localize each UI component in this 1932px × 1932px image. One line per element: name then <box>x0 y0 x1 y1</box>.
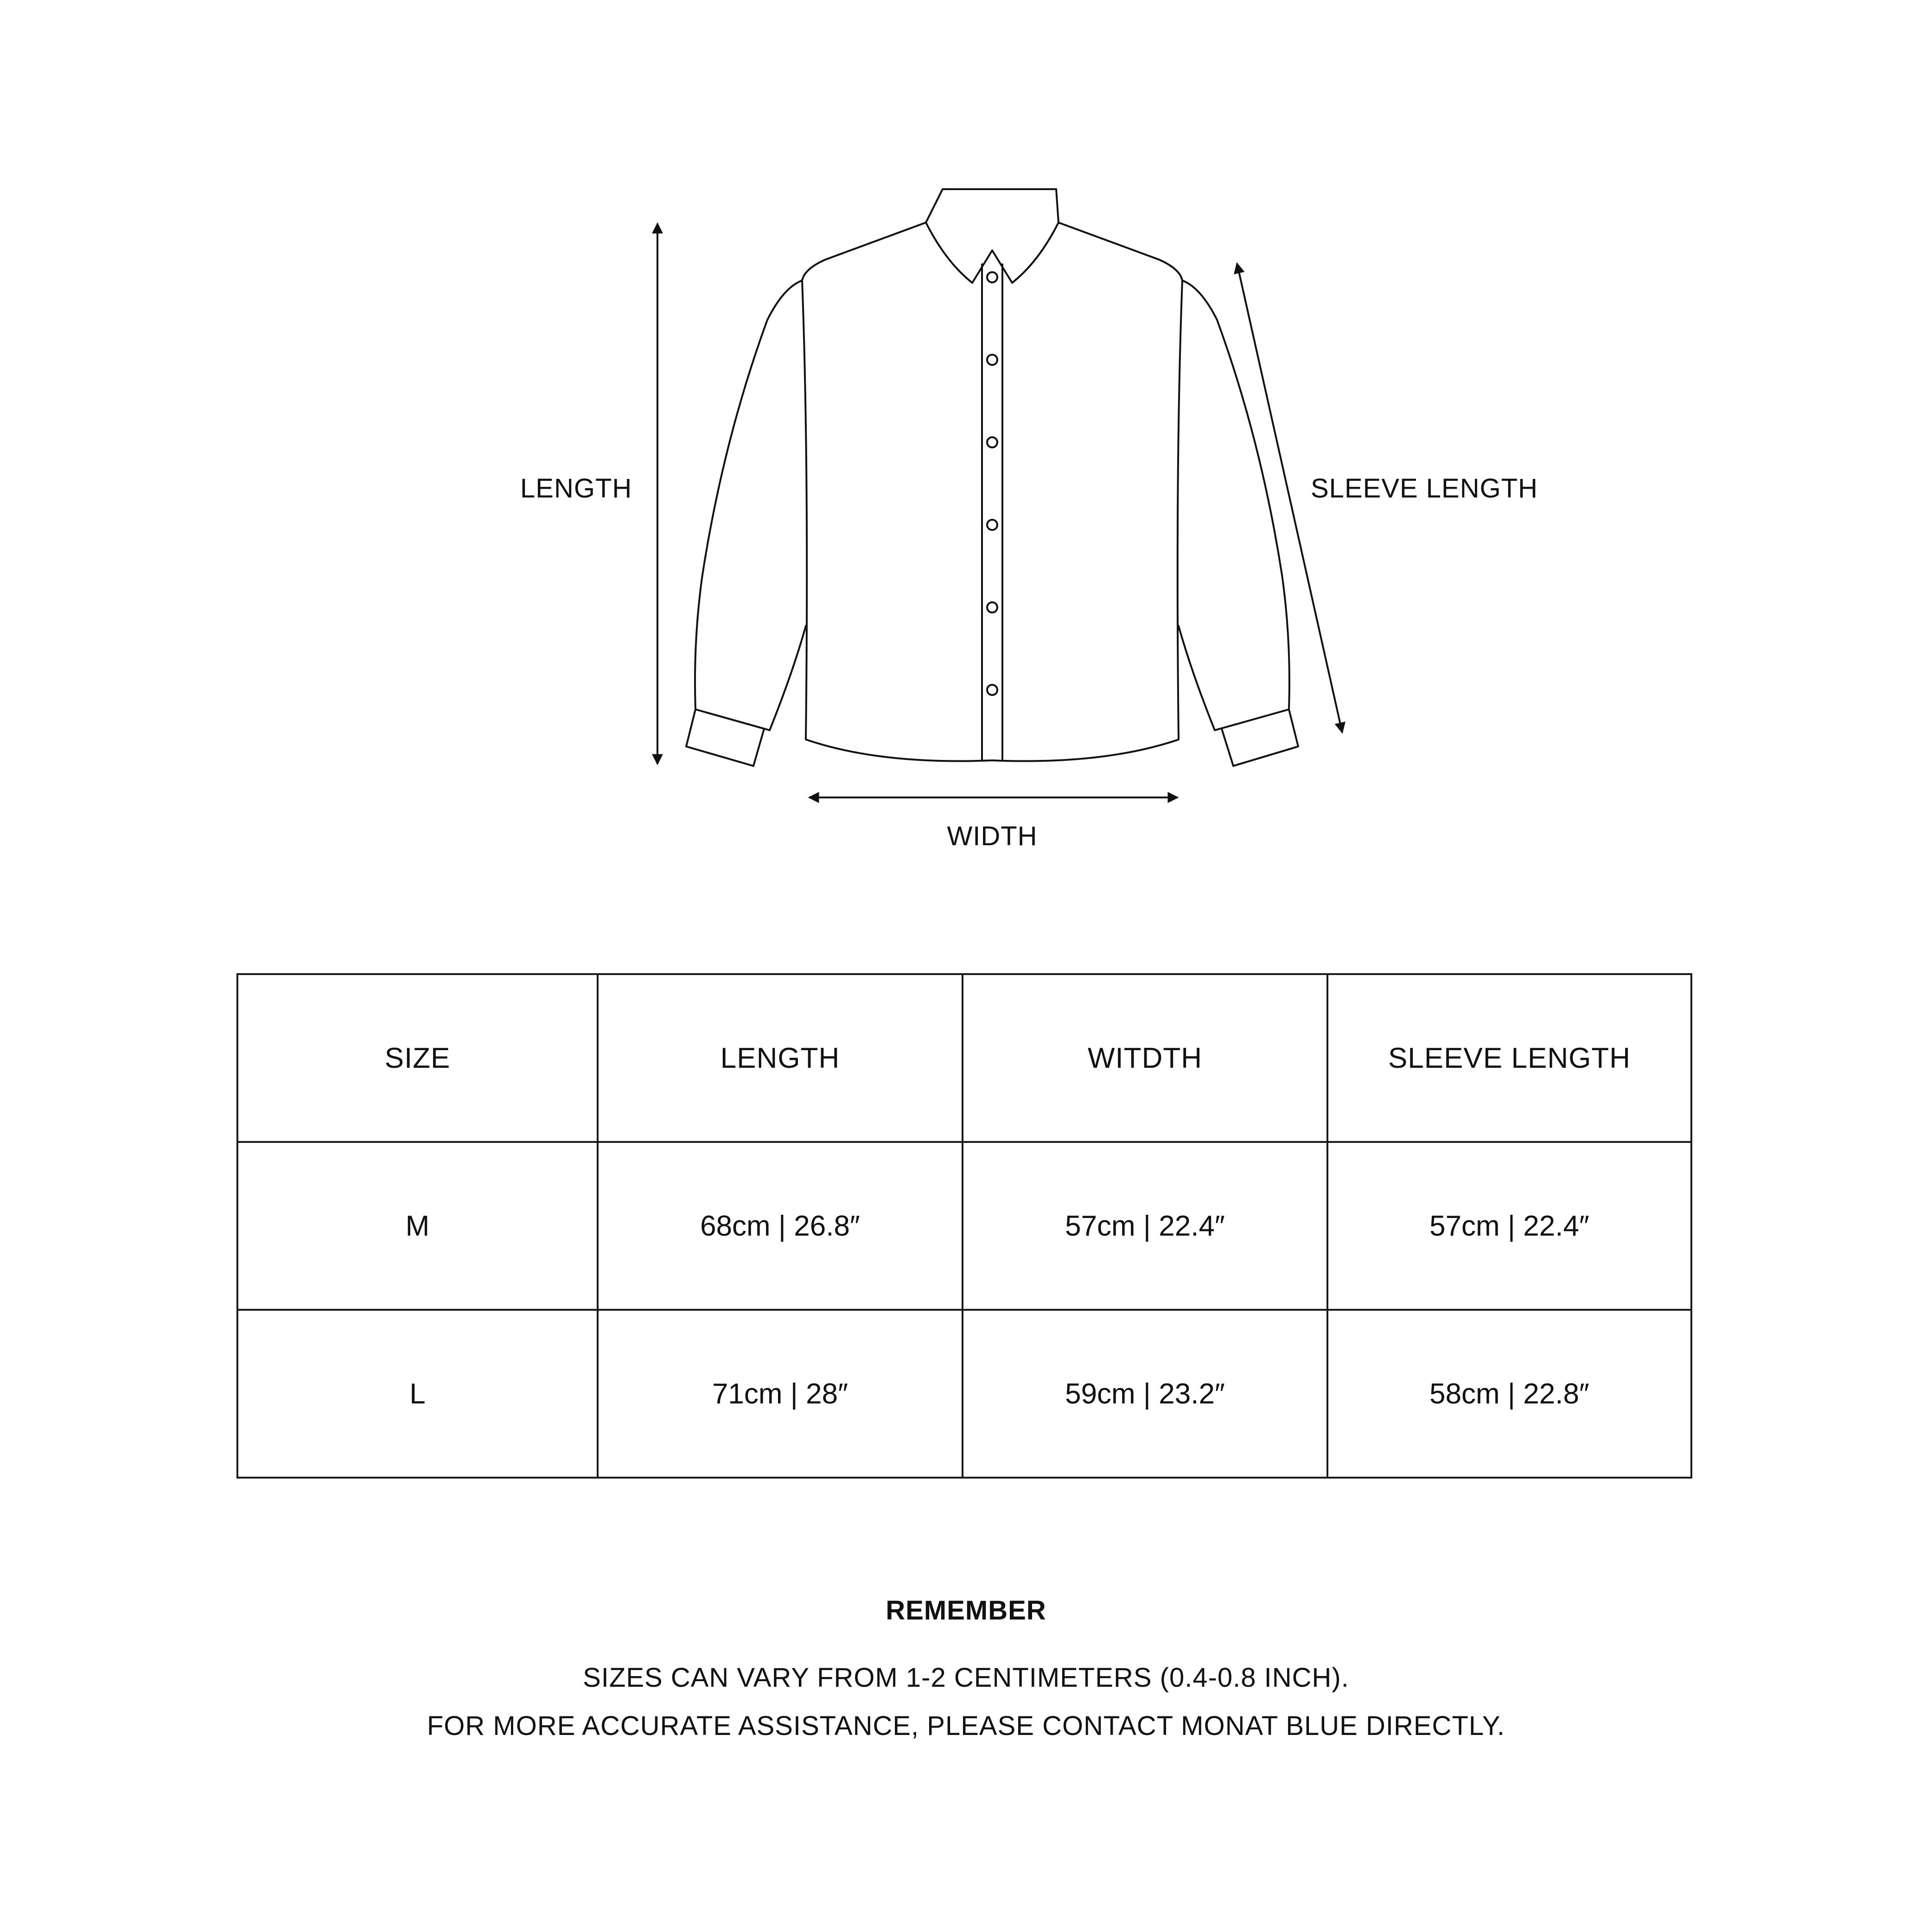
size-table <box>236 973 1692 1479</box>
note-section <box>0 1595 1932 1750</box>
left-sleeve <box>695 281 806 730</box>
note-title: REMEMBER <box>886 1595 1046 1626</box>
note-line-contact: FOR MORE ACCURATE ASSISTANCE, PLEASE CONTACT MONAT BLUE DIRECTLY. <box>427 1711 1505 1741</box>
header-length: LENGTH <box>598 974 963 1142</box>
header-sleeve-length: SLEEVE LENGTH <box>1327 974 1691 1142</box>
table-header-row <box>237 974 1691 1142</box>
width-cell: 59cm | 23.2″ <box>963 1310 1327 1478</box>
size-cell: M <box>237 1142 598 1310</box>
shirt-button <box>987 437 997 447</box>
sleeve-length-label: SLEEVE LENGTH <box>1311 473 1538 504</box>
width-cell: 57cm | 22.4″ <box>963 1142 1327 1310</box>
header-width: WITDTH <box>963 974 1327 1142</box>
sleeve-length-cell: 58cm | 22.8″ <box>1327 1310 1691 1478</box>
right-sleeve <box>1179 281 1289 730</box>
size-cell: L <box>237 1310 598 1478</box>
length-cell: 71cm | 28″ <box>598 1310 963 1478</box>
shirt-button <box>987 355 997 365</box>
width-label: WIDTH <box>947 821 1038 851</box>
header-size: SIZE <box>237 974 598 1142</box>
length-label: LENGTH <box>520 473 632 504</box>
note-line-variance: SIZES CAN VARY FROM 1-2 CENTIMETERS (0.4-0.8 INCH). <box>583 1663 1349 1693</box>
shirt-body <box>802 223 1182 761</box>
shirt-button <box>987 685 997 695</box>
table-row <box>237 1142 1691 1310</box>
collar <box>926 189 1058 283</box>
shirt-button <box>987 520 997 530</box>
table-row <box>237 1310 1691 1478</box>
shirt-button <box>987 272 997 282</box>
sleeve-length-cell: 57cm | 22.4″ <box>1327 1142 1691 1310</box>
shirt-button <box>987 602 997 612</box>
length-cell: 68cm | 26.8″ <box>598 1142 963 1310</box>
